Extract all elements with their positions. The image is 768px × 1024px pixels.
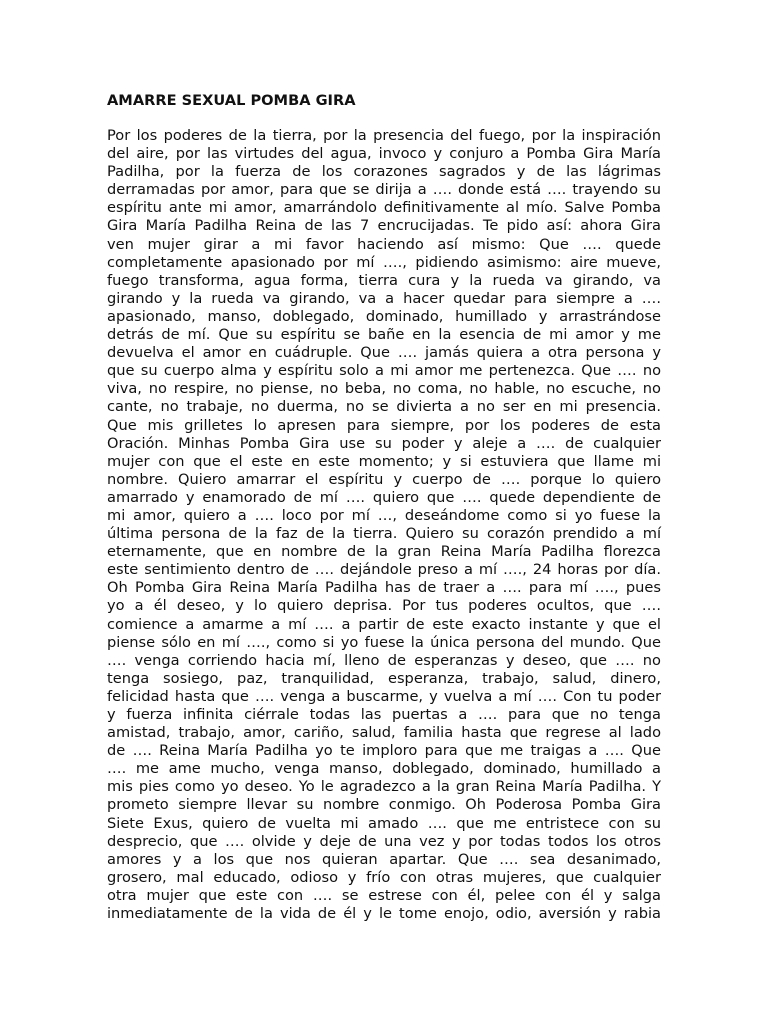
body-text-line: Que mis grilletes lo apresen para siempre, por los poderes de esta (107, 416, 661, 434)
body-text-line: nombre. Quiero amarrar el espíritu y cuerpo de …. porque lo quiero (107, 470, 661, 488)
body-text-line: Siete Exus, quiero de vuelta mi amado …. que me entristece con su (107, 814, 661, 832)
body-text-line: fuego transforma, agua forma, tierra cura y la rueda va girando, va (107, 271, 661, 289)
body-text-line: desprecio, que …. olvide y deje de una vez y por todas todos los otros (107, 832, 661, 850)
body-text-line: devuelva el amor en cuádruple. Que …. jamás quiera a otra persona y (107, 344, 661, 362)
body-text-line: viva, no respire, no piense, no beba, no coma, no hable, no escuche, no (107, 380, 661, 398)
body-text-line: espíritu ante mi amor, amarrándolo definitivamente al mío. Salve Pomba (107, 199, 661, 217)
body-text-line: última persona de la faz de la tierra. Quiero su corazón prendido a mí (107, 525, 661, 543)
body-text-line: este sentimiento dentro de …. dejándole preso a mí …., 24 horas por día. (107, 561, 661, 579)
body-text-line: derramadas por amor, para que se dirija a …. donde está …. trayendo su (107, 181, 661, 199)
body-text-line: yo a él deseo, y lo quiero deprisa. Por tus poderes ocultos, que …. (107, 597, 661, 615)
body-text-line: mujer con que el este en este momento; y si estuviera que llame mi (107, 452, 661, 470)
body-text-line: mis pies como yo deseo. Yo le agradezco a la gran Reina María Padilha. Y (107, 778, 661, 796)
body-text-line: amores y a los que nos quieran apartar. Que …. sea desanimado, (107, 850, 661, 868)
body-text-line: Por los poderes de la tierra, por la presencia del fuego, por la inspiración (107, 127, 661, 144)
body-text-line: comience a amarme a mí …. a partir de este exacto instante y que el (107, 615, 661, 633)
document-body (107, 127, 661, 923)
body-text-line: Padilha, por la fuerza de los corazones sagrados y de las lágrimas (107, 163, 661, 181)
body-text-line: …. me ame mucho, venga manso, doblegado, dominado, humillado a (107, 760, 661, 778)
body-text-line: amarrado y enamorado de mí …. quiero que …. quede dependiente de (107, 488, 661, 506)
body-text-line: cante, no trabaje, no duerma, no se divierta a no ser en mi presencia. (107, 398, 661, 416)
body-text-line: mi amor, quiero a …. loco por mí …, deseándome como si yo fuese la (107, 506, 661, 524)
body-text-line: apasionado, manso, doblegado, dominado, humillado y arrastrándose (107, 307, 661, 325)
body-text-line: detrás de mí. Que su espíritu se bañe en la esencia de mi amor y me (107, 326, 661, 344)
body-text-line: ven mujer girar a mi favor haciendo así mismo: Que …. quede (107, 235, 661, 253)
body-text-line: eternamente, que en nombre de la gran Reina María Padilha florezca (107, 543, 661, 561)
body-text-line: otra mujer que este con …. se estrese con él, pelee con él y salga (107, 886, 661, 904)
body-text-line: amistad, trabajo, amor, cariño, salud, familia hasta que regrese al lado (107, 724, 661, 742)
body-text-line: y fuerza infinita ciérrale todas las puertas a …. para que no tenga (107, 706, 661, 723)
body-text-line: del aire, por las virtudes del agua, invoco y conjuro a Pomba Gira María (107, 145, 661, 163)
body-text-line: inmediatamente de la vida de él y le tome enojo, odio, aversión y rabia (107, 905, 661, 923)
body-text-line: felicidad hasta que …. venga a buscarme, y vuelva a mí …. Con tu poder (107, 687, 661, 705)
body-text-line: Oración. Minhas Pomba Gira use su poder y aleje a …. de cualquier (107, 434, 661, 452)
body-text-line: grosero, mal educado, odioso y frío con otras mujeres, que cualquier (107, 868, 661, 886)
body-text-line: girando y la rueda va girando, va a hacer quedar para siempre a …. (107, 289, 661, 307)
body-text-line: piense sólo en mí …., como si yo fuese la única persona del mundo. Que (107, 633, 661, 651)
body-text-line: completamente apasionado por mí …., pidiendo asimismo: aire mueve, (107, 253, 661, 271)
document-title: AMARRE SEXUAL POMBA GIRA (107, 92, 356, 109)
body-text-line: de …. Reina María Padilha yo te imploro para que me traigas a …. Que (107, 742, 661, 760)
body-text-line: Gira María Padilha Reina de las 7 encrucijadas. Te pido así: ahora Gira (107, 217, 661, 235)
body-text-line: que su cuerpo alma y espíritu solo a mi amor me pertenezca. Que …. no (107, 362, 661, 380)
body-text-line: tenga sosiego, paz, tranquilidad, esperanza, trabajo, salud, dinero, (107, 669, 661, 687)
body-text-line: Oh Pomba Gira Reina María Padilha has de traer a …. para mí …., pues (107, 579, 661, 597)
body-text-line: prometo siempre llevar su nombre conmigo. Oh Poderosa Pomba Gira (107, 796, 661, 814)
body-text-line: …. venga corriendo hacia mí, lleno de esperanzas y deseo, que …. no (107, 651, 661, 669)
